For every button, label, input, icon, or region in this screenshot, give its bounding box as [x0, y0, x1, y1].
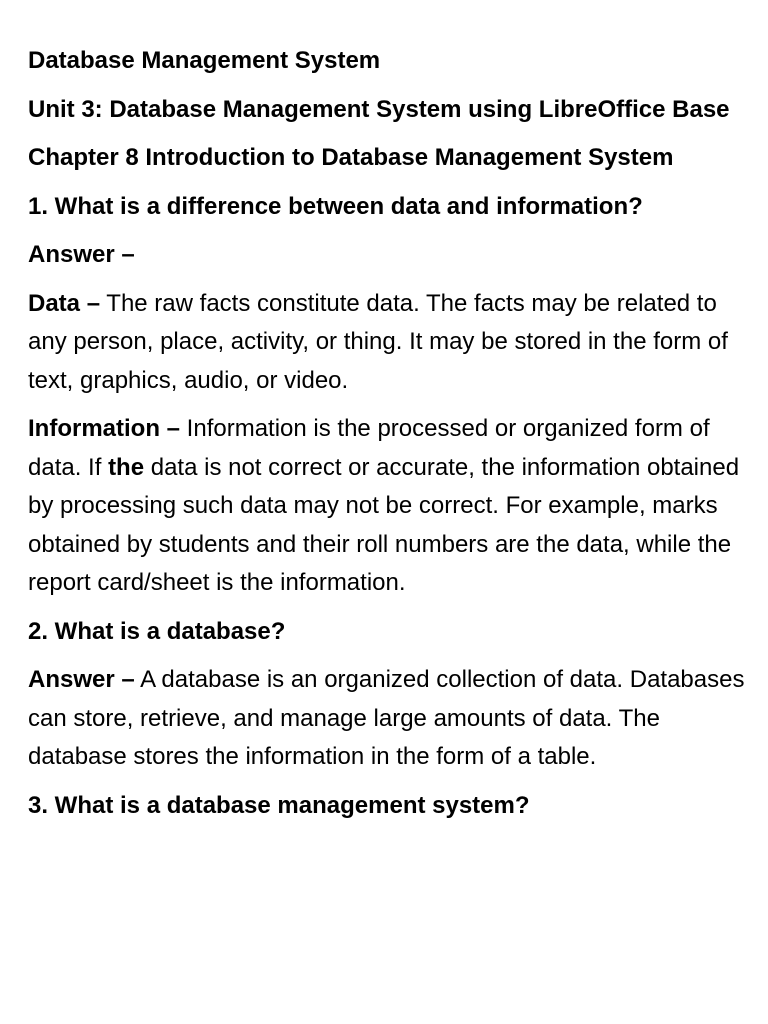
answer-label-1: Answer –: [28, 241, 135, 268]
data-definition: [28, 285, 748, 401]
answer-2-text: A database is an organized collection of data. Databases can store, retrieve, and manage large amounts of data. The database stores the information in the form of a table.: [28, 666, 745, 770]
answer-2: [28, 661, 748, 777]
unit-heading: Unit 3: Database Management System using LibreOffice Base: [28, 95, 730, 123]
question-1: 1. What is a difference between data and information?: [28, 192, 643, 220]
question-2: 2. What is a database?: [28, 617, 286, 645]
information-definition: [28, 410, 748, 603]
chapter-heading: Chapter 8 Introduction to Database Management System: [28, 144, 674, 171]
data-term: Data –: [28, 289, 101, 317]
information-term: Information –: [28, 415, 181, 442]
answer-label-2: Answer –: [28, 666, 135, 693]
question-3: 3. What is a database management system?: [28, 791, 530, 819]
information-text-part-1: Information is the processed or organized form of data. If: [28, 415, 710, 481]
information-bold-word: the: [108, 453, 145, 481]
document-title: Database Management System: [28, 47, 381, 74]
information-text-part-2: data is not correct or accurate, the information obtained by processing such data may not be correct. For example, marks obtained by students and their roll numbers are the data, while the report card/sheet is the information.: [28, 453, 740, 596]
data-text: The raw facts constitute data. The facts may be related to any person, place, activity, or thing. It may be stored in the form of text, graphics, audio, or video.: [28, 289, 728, 394]
